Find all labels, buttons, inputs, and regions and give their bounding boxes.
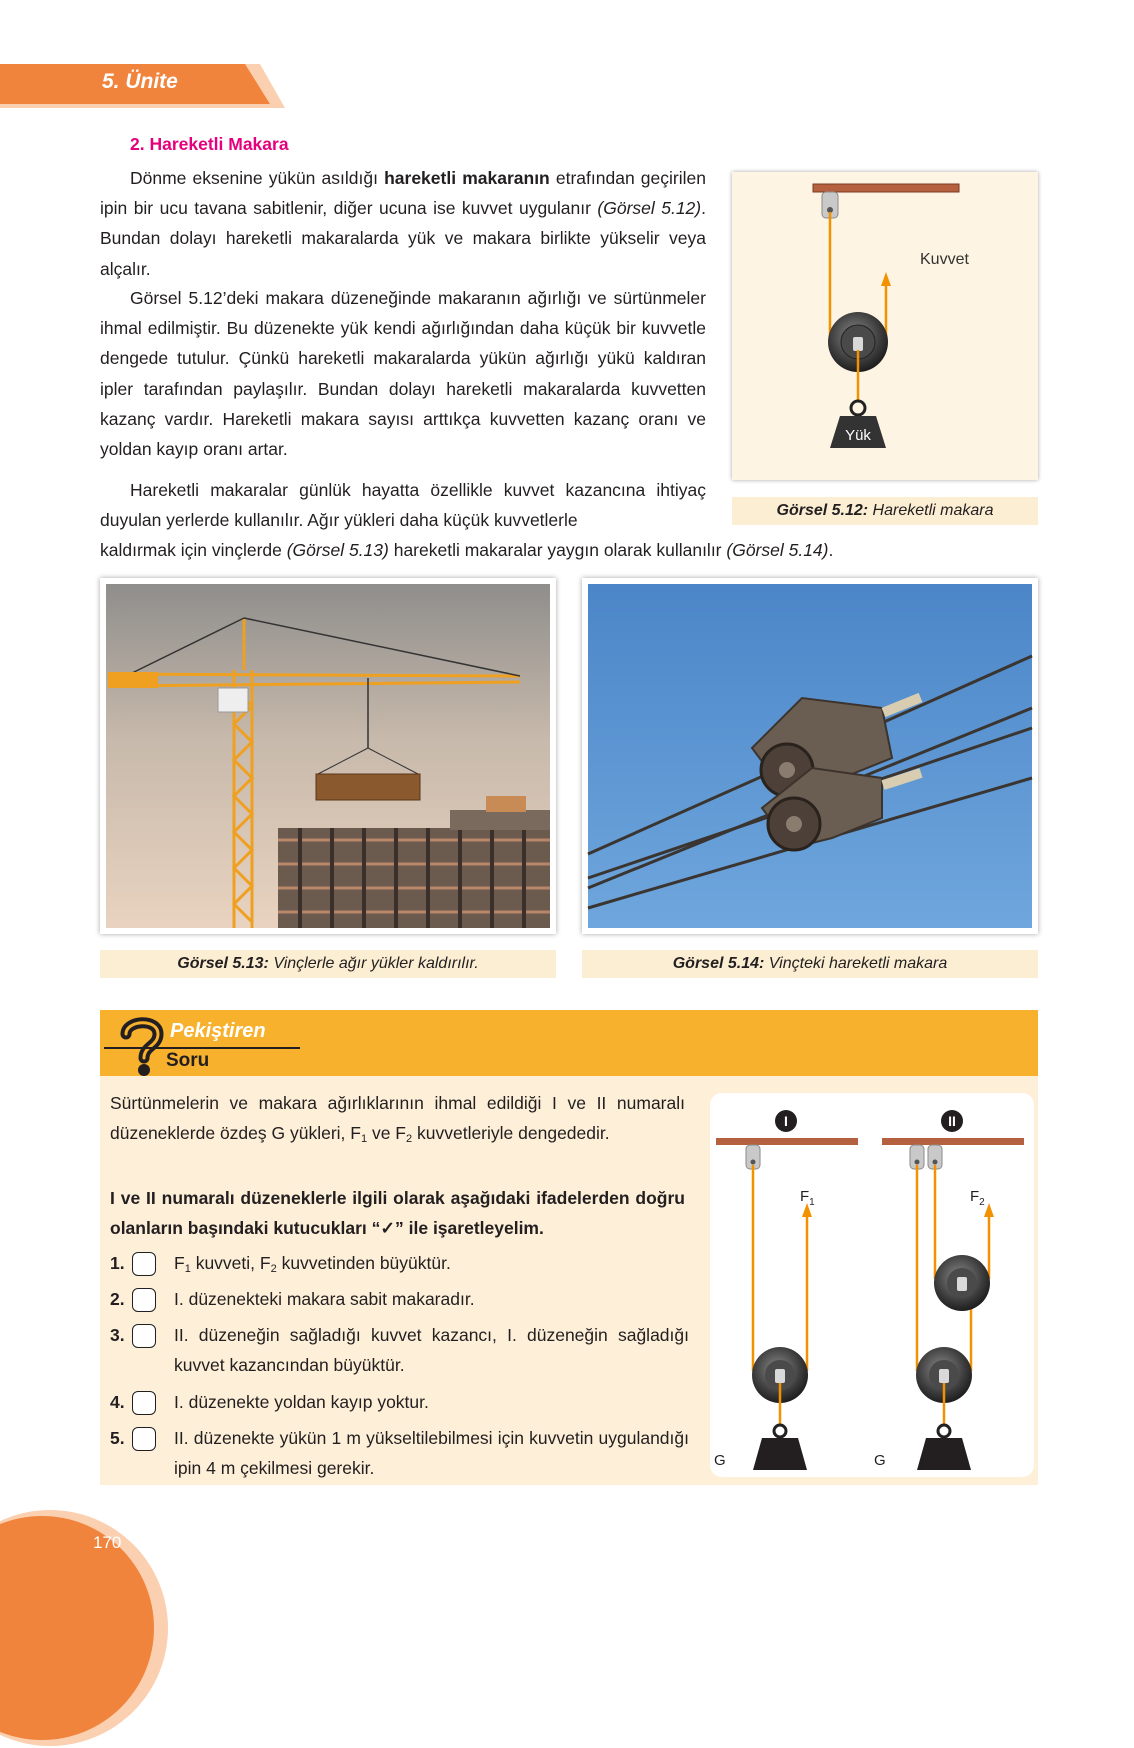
question-title-rule bbox=[104, 1047, 300, 1049]
option-text: II. düzeneğin sağladığı kuvvet kazancı, I. düzeneğin sağladığı kuvvet kazancından büyüktür. bbox=[174, 1325, 689, 1376]
caption-5-14: Görsel 5.14: Vinçteki hareketli makara bbox=[582, 950, 1038, 978]
paragraph-3: Hareketli makaralar günlük hayatta özellikle kuvvet kazancına ihtiyaç duyulan yerlerde kullanılır. Ağır yükleri daha küçük kuvvetlerle bbox=[100, 480, 706, 531]
page-number-circle bbox=[0, 1508, 170, 1748]
pulley-systems-diagram bbox=[710, 1093, 1034, 1477]
label-G2: G bbox=[874, 1452, 886, 1469]
label-F2: $F_2$ bbox=[970, 1188, 985, 1208]
ceiling-bar bbox=[813, 184, 959, 192]
question-instruction: I ve II numaralı düzeneklerle ilgili olarak aşağıdaki ifadelerden doğru olanların başındaki kutucukları “✓” ile işaretleyelim. bbox=[110, 1188, 685, 1239]
photo-crane bbox=[100, 578, 556, 934]
load-label: Yük bbox=[845, 427, 871, 444]
unit-label: 5. Ünite bbox=[102, 70, 178, 93]
option-number: 1. bbox=[110, 1253, 125, 1273]
cable-pulley-illustration bbox=[582, 578, 1038, 934]
option-text: I. düzenekte yoldan kayıp yoktur. bbox=[174, 1392, 429, 1412]
option-text: $F_1$ kuvveti, $F_2$ kuvvetinden büyüktür. bbox=[174, 1253, 451, 1275]
option-checkbox[interactable] bbox=[132, 1252, 156, 1276]
label-F1: $F_1$ bbox=[800, 1188, 815, 1208]
option-checkbox[interactable] bbox=[132, 1427, 156, 1451]
question-figure bbox=[710, 1093, 1034, 1477]
option-text: I. düzenekteki makara sabit makaradır. bbox=[174, 1289, 475, 1309]
option-3 bbox=[110, 1320, 690, 1382]
label-II: II bbox=[948, 1113, 956, 1129]
question-title: Pekiştiren bbox=[170, 1020, 266, 1042]
option-2 bbox=[110, 1284, 690, 1316]
option-checkbox[interactable] bbox=[132, 1288, 156, 1312]
option-1 bbox=[110, 1248, 690, 1280]
crane-illustration bbox=[100, 578, 556, 934]
paragraph-1: Dönme eksenine yükün asıldığı hareketli makaranın etrafından geçirilen ipin bir ucu tavana sabitlenir, diğer ucuna ise kuvvet uygulanır (Görsel 5.12). Bundan dolayı hareketli makaralarda yük ve makara birlikte yükselir veya alçalır. bbox=[100, 168, 706, 279]
ceiling-II bbox=[882, 1138, 1024, 1145]
option-number: 5. bbox=[110, 1428, 125, 1448]
paragraph-3-last-line: kaldırmak için vinçlerde (Görsel 5.13) hareketli makaralar yaygın olarak kullanılır (Görsel 5.14). bbox=[100, 540, 834, 560]
caption-5-12: Görsel 5.12: Hareketli makara bbox=[732, 497, 1038, 525]
option-checkbox[interactable] bbox=[132, 1324, 156, 1348]
question-mark-icon bbox=[112, 1014, 172, 1076]
option-5 bbox=[110, 1423, 690, 1485]
option-number: 4. bbox=[110, 1392, 125, 1412]
question-subtitle: Soru bbox=[166, 1050, 210, 1071]
load-G1 bbox=[753, 1438, 807, 1470]
section-title: 2. Hareketli Makara bbox=[130, 134, 289, 154]
option-text: II. düzenekte yükün 1 m yükseltilebilmesi için kuvvetin uygulandığı ipin 4 m çekilmesi gerekir. bbox=[174, 1428, 689, 1479]
question-intro: Sürtünmelerin ve makara ağırlıklarının ihmal edildiği I ve II numaralı düzeneklerde özdeş G yükleri, $F_1$ ve $F_2$ kuvvetleriyle dengededir. bbox=[110, 1093, 685, 1146]
label-G1: G bbox=[714, 1452, 726, 1469]
movable-pulley-diagram bbox=[732, 172, 1038, 480]
paragraph-2: Görsel 5.12’deki makara düzeneğinde makaranın ağırlığı ve sürtünmeler ihmal edilmiştir. Bu düzenekte yük kendi ağırlığından daha küçük bir kuvvetle dengede tutulur. Çünkü hareketli makaralarda yükün ağırlığı yükü kaldıran ipler tarafından paylaşılır. Bundan dolayı hareketli makaralarda kuvvetten kazanç vardır. Hareketli makara sayısı arttıkça kuvvetten kazanç oranı ve yoldan kayıp oranı artar. bbox=[100, 288, 706, 460]
load-G2 bbox=[917, 1438, 971, 1470]
photo-cable-pulley bbox=[582, 578, 1038, 934]
option-checkbox[interactable] bbox=[132, 1391, 156, 1415]
caption-5-13: Görsel 5.13: Vinçlerle ağır yükler kaldırılır. bbox=[100, 950, 556, 978]
arrow-F2 bbox=[984, 1203, 994, 1217]
option-number: 3. bbox=[110, 1325, 125, 1345]
ceiling-I bbox=[716, 1138, 858, 1145]
figure-5-12 bbox=[732, 172, 1038, 480]
force-label: Kuvvet bbox=[920, 251, 969, 268]
option-number: 2. bbox=[110, 1289, 125, 1309]
force-arrow bbox=[881, 272, 891, 286]
label-I: I bbox=[784, 1113, 788, 1129]
page-number: 170 bbox=[93, 1533, 122, 1552]
option-4 bbox=[110, 1387, 690, 1419]
